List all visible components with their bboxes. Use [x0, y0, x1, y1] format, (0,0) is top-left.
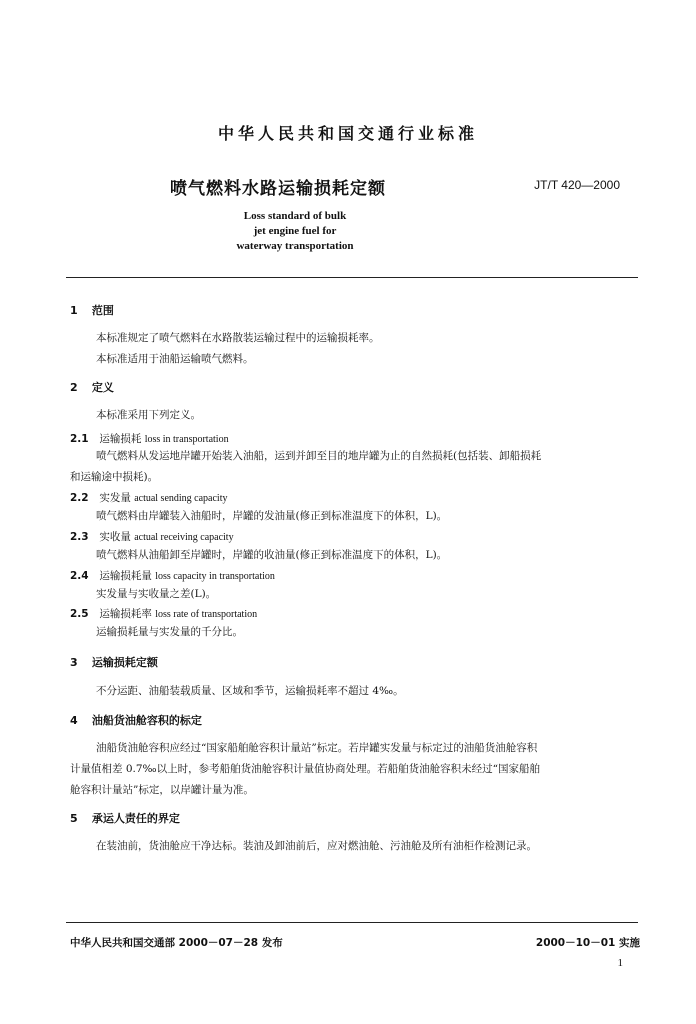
definition-2-5-heading	[70, 606, 257, 621]
section-title: 承运人责任的界定	[91, 812, 180, 825]
section-number: 2	[70, 381, 78, 394]
header-divider	[66, 277, 638, 278]
definition-2-1-heading	[70, 431, 229, 446]
section-1-paragraph-1: 本标准规定了喷气燃料在水路散装运输过程中的运输损耗率。	[96, 332, 380, 344]
section-number: 3	[70, 656, 78, 669]
definition-term-en: actual sending capacity	[134, 493, 228, 504]
section-4-line-2: 计量值相差 0.7‰以上时，参考船舶货油舱容积计量值协商处理。若船舶货油舱容积未经过“国家船舶	[70, 763, 540, 775]
section-4-heading	[70, 712, 202, 728]
section-5-paragraph: 在装油前，货油舱应干净达标。装油及卸油前后，应对燃油舱、污油舱及所有油柜作检测记录。	[96, 840, 537, 852]
definition-number: 2.4	[70, 570, 89, 582]
definition-term: 运输损耗率	[99, 608, 152, 620]
section-title: 定义	[91, 381, 114, 394]
definition-term-en: loss in transportation	[144, 434, 229, 445]
section-number: 1	[70, 304, 78, 317]
definition-number: 2.5	[70, 608, 89, 620]
definition-term: 运输损耗量	[99, 570, 152, 582]
page-number: 1	[617, 957, 623, 969]
section-title: 油船货油舱容积的标定	[91, 714, 202, 727]
english-title-line: waterway transportation	[236, 240, 354, 252]
section-2-heading	[70, 379, 114, 395]
section-3-heading	[70, 654, 158, 670]
definition-2-2-text: 喷气燃料由岸罐装入油船时，岸罐的发油量(修正到标准温度下的体积，L)。	[96, 510, 448, 522]
definition-2-3-heading	[70, 529, 234, 544]
definition-term: 运输损耗	[99, 433, 142, 445]
document-title: 喷气燃料水路运输损耗定额	[170, 179, 386, 199]
standard-category: 中华人民共和国交通行业标准	[217, 124, 478, 143]
definition-term-en: loss rate of transportation	[155, 609, 258, 620]
issue-date: 中华人民共和国交通部 2000－07－28 发布	[70, 937, 283, 949]
section-4-line-3: 舱容积计量站”标定，以岸罐计量为准。	[70, 784, 254, 796]
section-number: 4	[70, 714, 78, 727]
definition-number: 2.2	[70, 492, 89, 504]
definition-term-en: actual receiving capacity	[134, 532, 234, 543]
section-5-heading	[70, 810, 180, 826]
definition-number: 2.1	[70, 433, 89, 445]
definition-term: 实发量	[99, 492, 131, 504]
section-number: 5	[70, 812, 78, 825]
definition-2-5-text: 运输损耗量与实发量的千分比。	[96, 626, 243, 638]
definition-2-1-line-2: 和运输途中损耗)。	[70, 471, 159, 483]
section-4-line-1: 油船货油舱容积应经过“国家船舶舱容积计量站”标定。若岸罐实发量与标定过的油船货油舱容积	[96, 742, 538, 754]
definition-2-1-line-1: 喷气燃料从发运地岸罐开始装入油船，运到并卸至目的地岸罐为止的自然损耗(包括装、卸船损耗	[96, 450, 542, 462]
definition-2-3-text: 喷气燃料从油船卸至岸罐时，岸罐的收油量(修正到标准温度下的体积，L)。	[96, 549, 448, 561]
section-3-paragraph: 不分运距、油船装载质量、区域和季节，运输损耗率不超过 4‰。	[96, 685, 404, 697]
definition-2-4-heading	[70, 568, 275, 583]
english-title-line: jet engine fuel for	[253, 225, 337, 237]
section-1-heading	[70, 302, 114, 318]
definition-term-en: loss capacity in transportation	[155, 571, 275, 582]
section-1-paragraph-2: 本标准适用于油船运输喷气燃料。	[96, 353, 254, 365]
standard-code: JT/T 420—2000	[534, 178, 620, 192]
effective-date: 2000－10－01 实施	[535, 937, 640, 949]
section-title: 范围	[91, 304, 114, 317]
english-title	[0, 209, 590, 254]
section-title: 运输损耗定额	[91, 656, 158, 669]
definition-term: 实收量	[99, 531, 131, 543]
footer-divider	[66, 922, 638, 923]
definition-2-2-heading	[70, 490, 227, 505]
section-2-paragraph-1: 本标准采用下列定义。	[96, 409, 201, 421]
definition-2-4-text: 实发量与实收量之差(L)。	[96, 588, 217, 600]
english-title-line: Loss standard of bulk	[243, 210, 347, 222]
definition-number: 2.3	[70, 531, 89, 543]
